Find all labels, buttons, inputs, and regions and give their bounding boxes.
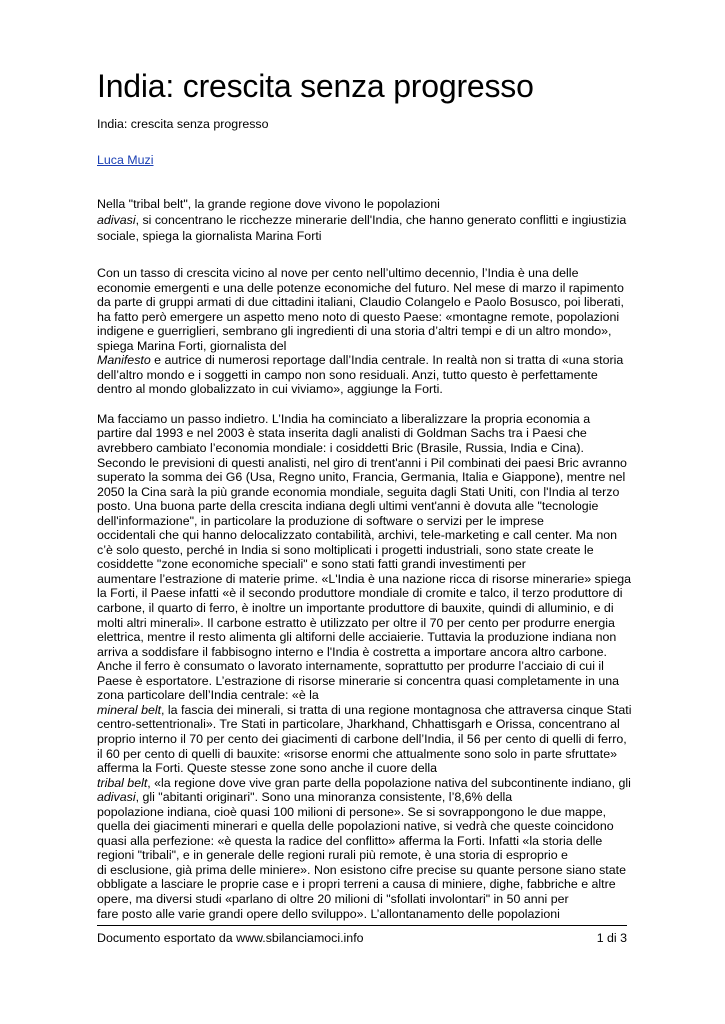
text-line: dell’altro mondo e i soggetti in campo non sono residuali. Anzi, tutto questo è perfettamente xyxy=(97,367,598,382)
article-title: India: crescita senza progresso xyxy=(97,68,534,104)
text-line: la Forti, il Paese infatti «è il secondo produttore mondiale di cromite e talco, il terzo produttore di xyxy=(97,586,623,601)
text-line: cosiddette "zone economiche speciali" e sono stati fatti grandi investimenti per xyxy=(97,557,526,572)
page-number: 1 di 3 xyxy=(596,931,627,945)
article-subtitle: India: crescita senza progresso xyxy=(97,117,269,131)
text-line: mineral belt, la fascia dei minerali, si tratta di una regione montagnosa che attraversa cinque Stati xyxy=(97,702,632,717)
text-line: proprio interno il 70 per cento dei giacimenti di carbone dell’India, il 56 per cento di quelli di ferro, xyxy=(97,731,627,746)
text-line: Secondo le previsioni di questi analisti, nel giro di trent'anni i Pil combinati dei paesi Bric avranno xyxy=(97,455,627,470)
text-line: indigene e guerriglieri, sembrano gli ingredienti di una storia d’altri tempi e di un altro mondo», xyxy=(97,324,612,339)
text-line: molti altri minerali». Il carbone estratto è utilizzato per oltre il 70 per cento per produrre energia xyxy=(97,615,615,630)
author-link[interactable]: Luca Muzi xyxy=(97,153,154,167)
text-line: adivasi, si concentrano le ricchezze minerarie dell'India, che hanno generato conflitti e ingiustizia xyxy=(97,213,627,227)
text-line: popolazione indiana, cioè quasi 100 milioni di persone». Se si sovrappongono le due mappe, xyxy=(97,804,607,819)
italic-term: Manifesto xyxy=(97,353,151,368)
text-line: tribal belt, «la regione dove vive gran parte della popolazione nativa del subcontinente indiano, gli xyxy=(97,775,631,790)
text-line: quasi alla perfezione: «è questa la radice del conflitto» afferma la Forti. Infatti «la storia delle xyxy=(97,833,603,848)
text-line: afferma la Forti. Queste stesse zone sono anche il cuore della xyxy=(97,761,438,776)
article-lead xyxy=(97,196,627,244)
text-line: ha fatto però emergere un aspetto meno noto di questo Paese: «montagne remote, popolazioni xyxy=(97,309,620,324)
text-line: 2050 la Cina sarà la più grande economia mondiale, seguita dagli Stati Uniti, con l'India al terzo xyxy=(97,484,620,499)
text-line: aumentare l’estrazione di materie prime. «L'India è una nazione ricca di risorse minerarie» spiega xyxy=(97,571,632,586)
author-byline xyxy=(97,152,627,168)
text-line: spiega Marina Forti, giornalista del xyxy=(97,338,287,353)
text-line: posto. Una buona parte della crescita indiana degli ultimi vent'anni è dovuta alle "tecnologie xyxy=(97,499,599,514)
text-line: avrebbero cambiato l’economia mondiale: i cosiddetti Bric (Brasile, Russia, India e Cina). xyxy=(97,441,584,456)
text-line: fare posto alle varie grandi opere dello sviluppo». L’allontanamento delle popolazioni xyxy=(97,906,560,921)
text-line: Ma facciamo un passo indietro. L’India ha cominciato a liberalizzare la propria economia a xyxy=(97,411,591,426)
text-line: sociale, spiega la giornalista Marina Forti xyxy=(97,229,322,243)
text-line: quella dei giacimenti minerari e quella delle popolazioni native, si vedrà che queste coincidono xyxy=(97,819,614,834)
italic-term: mineral belt xyxy=(97,702,162,717)
text-line: superato la somma dei G6 (Usa, Regno unito, Francia, Germania, Italia e Giappone), mentre nel xyxy=(97,470,626,485)
text-line: dell'informazione", in particolare la produzione di software o servizi per le imprese xyxy=(97,513,544,528)
text-line: Paese è esportatore. L’estrazione di risorse minerarie si concentra quasi completamente in una xyxy=(97,673,620,688)
text-line: zona particolare dell’India centrale: «è la xyxy=(97,688,319,703)
text-line: di esclusione, già prima delle miniere». Non esistono cifre precise su quante persone siano state xyxy=(97,862,626,877)
text-line: carbone, il quarto di ferro, è inoltre un importante produttore di bauxite, quindi di alluminio, e di xyxy=(97,601,614,616)
italic-term: adivasi xyxy=(97,790,136,805)
text-line: obbligate a lasciare le proprie case e i propri terreni a causa di miniere, dighe, fabbriche e altre xyxy=(97,877,616,892)
text-line: regioni "tribali", e in generale delle regioni rurali più remote, è una storia di esproprio e xyxy=(97,848,568,863)
text-line: adivasi, gli "abitanti originari". Sono una minoranza consistente, l’8,6% della xyxy=(97,790,513,805)
text-line: Anche il ferro è consumato o lavorato internamente, soprattutto per produrre l’acciaio di cui il xyxy=(97,659,604,674)
italic-term: adivasi xyxy=(97,213,136,227)
italic-term: tribal belt xyxy=(97,775,148,790)
text-line: c’è solo questo, perché in India si sono moltiplicati i progetti industriali, sono state create le xyxy=(97,542,594,557)
text-line: il 60 per cento di quelli di bauxite: «risorse enormi che attualmente sono solo in parte sfruttate» xyxy=(97,746,618,761)
text-line: elettrica, mentre il resto alimenta gli altiforni delle acciaierie. Tuttavia la produzione indiana non xyxy=(97,630,617,645)
text-line: centro-settentrionali». Tre Stati in particolare, Jharkhand, Chhattisgarh e Orissa, concentrano al xyxy=(97,717,620,732)
text-line: opere, ma diversi studi «parlano di oltre 20 milioni di "sfollati involontari" in 50 anni per xyxy=(97,891,569,906)
text-line: arriva a soddisfare il fabbisogno interno e l'India è costretta a importare ancora altro carbone. xyxy=(97,644,607,659)
text-line: economie emergenti e una delle potenze economiche del futuro. Nel mese di marzo il rapimento xyxy=(97,280,624,295)
paragraph-2 xyxy=(97,411,632,921)
text-line: Manifesto e autrice di numerosi reportage dall’India centrale. In realtà non si tratta di «una storia xyxy=(97,353,624,368)
text-line: dentro al mondo globalizzato in cui viviamo», aggiunge la Forti. xyxy=(97,382,443,397)
footer-source: Documento esportato da www.sbilanciamoci.info xyxy=(97,931,364,945)
text-line: partire dal 1993 e nel 2003 è stata inserita dagli analisti di Goldman Sachs tra i Paesi che xyxy=(97,426,587,441)
document-page xyxy=(97,66,632,921)
text-line: Con un tasso di crescita vicino al nove per cento nell’ultimo decennio, l’India è una delle xyxy=(97,266,579,280)
text-line: Nella "tribal belt", la grande regione dove vivono le popolazioni xyxy=(97,197,440,211)
page-footer xyxy=(97,925,627,946)
paragraph-1 xyxy=(97,266,627,397)
text-line: da parte di gruppi armati di due cittadini italiani, Claudio Colangelo e Paolo Bosusco, poi liberati, xyxy=(97,295,624,310)
text-line: occidentali che qui hanno delocalizzato contabilità, archivi, tele-marketing e call center. Ma non xyxy=(97,528,618,543)
